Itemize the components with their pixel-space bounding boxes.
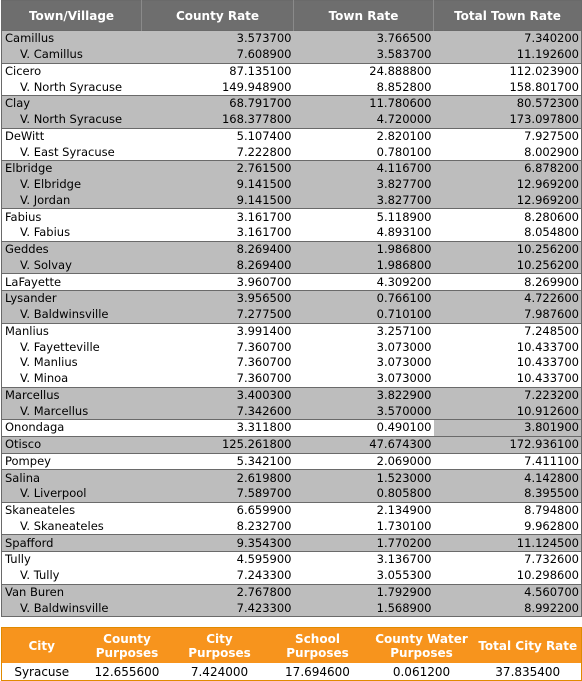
total-rate-cell: 6.878200 [434, 161, 582, 177]
name-cell: LaFayette [2, 274, 142, 291]
town-row [2, 161, 582, 177]
town-rate-cell: 2.069000 [294, 453, 434, 470]
town-group [2, 502, 582, 535]
name-cell: Otisco [2, 436, 142, 453]
total-rate-cell: 8.992200 [434, 600, 582, 616]
total-rate-cell: 11.192600 [434, 47, 582, 63]
county-rate-cell: 6.659900 [142, 502, 294, 518]
total-rate-cell: 7.340200 [434, 31, 582, 47]
name-cell: Spafford [2, 535, 142, 552]
name-cell: Marcellus [2, 387, 142, 403]
name-cell: V. Baldwinsville [2, 307, 142, 323]
county-rate-cell: 8.269400 [142, 241, 294, 257]
name-cell: Van Buren [2, 584, 142, 600]
town-group [2, 291, 582, 324]
county-rate-cell: 7.277500 [142, 307, 294, 323]
town-rate-cell: 0.490100 [294, 420, 434, 437]
county-rate-cell: 3.991400 [142, 323, 294, 339]
town-row [2, 291, 582, 307]
town-row [2, 420, 582, 437]
city-county-water-cell: 0.061200 [369, 663, 475, 681]
town-rate-cell: 4.309200 [294, 274, 434, 291]
total-rate-cell: 11.124500 [434, 535, 582, 552]
village-row [2, 112, 582, 128]
town-group [2, 63, 582, 96]
total-rate-cell: 7.927500 [434, 128, 582, 144]
village-row [2, 193, 582, 209]
town-group [2, 436, 582, 453]
village-row [2, 144, 582, 160]
name-cell: V. North Syracuse [2, 79, 142, 95]
name-cell: V. Liverpool [2, 486, 142, 502]
total-rate-cell: 8.002900 [434, 144, 582, 160]
total-rate-cell: 8.269900 [434, 274, 582, 291]
total-rate-cell: 158.801700 [434, 79, 582, 95]
total-rate-cell: 10.256200 [434, 258, 582, 274]
town-rate-cell: 1.770200 [294, 535, 434, 552]
total-rate-cell: 4.142800 [434, 470, 582, 486]
town-row [2, 63, 582, 79]
city-school-purposes-cell: 17.694600 [267, 663, 369, 681]
name-cell: V. Fabius [2, 225, 142, 241]
city-county-purposes-cell: 12.655600 [82, 663, 173, 681]
town-rate-cell: 1.986800 [294, 258, 434, 274]
name-cell: Cicero [2, 63, 142, 79]
city-total-rate-cell: 37.835400 [475, 663, 582, 681]
county-rate-cell: 3.573700 [142, 31, 294, 47]
town-row [2, 209, 582, 225]
name-cell: V. Solvay [2, 258, 142, 274]
name-cell: V. Tully [2, 568, 142, 584]
name-cell: Manlius [2, 323, 142, 339]
county-rate-cell: 8.232700 [142, 519, 294, 535]
town-group [2, 161, 582, 209]
town-row [2, 584, 582, 600]
town-group [2, 584, 582, 617]
header-town-rate: Town Rate [294, 1, 434, 31]
village-row [2, 568, 582, 584]
county-rate-cell: 8.269400 [142, 258, 294, 274]
town-rate-cell: 3.822900 [294, 387, 434, 403]
village-row [2, 307, 582, 323]
town-rate-cell: 4.893100 [294, 225, 434, 241]
name-cell: Salina [2, 470, 142, 486]
name-cell: V. East Syracuse [2, 144, 142, 160]
total-rate-cell: 4.560700 [434, 584, 582, 600]
town-rate-cell: 3.583700 [294, 47, 434, 63]
name-cell: Lysander [2, 291, 142, 307]
village-row [2, 371, 582, 387]
total-rate-cell: 172.936100 [434, 436, 582, 453]
header-town-village: Town/Village [2, 1, 142, 31]
header-city-purposes: City Purposes [173, 628, 267, 664]
village-row [2, 339, 582, 355]
tax-rate-document [1, 0, 581, 681]
town-group [2, 535, 582, 552]
total-rate-cell: 8.054800 [434, 225, 582, 241]
county-rate-cell: 2.619800 [142, 470, 294, 486]
header-county-purposes: County Purposes [82, 628, 173, 664]
town-rates-table [1, 0, 582, 617]
town-group [2, 274, 582, 291]
village-row [2, 225, 582, 241]
town-row [2, 436, 582, 453]
county-rate-cell: 3.311800 [142, 420, 294, 437]
name-cell: V. Baldwinsville [2, 600, 142, 616]
town-rate-cell: 4.720000 [294, 112, 434, 128]
name-cell: Onondaga [2, 420, 142, 437]
name-cell: V. Manlius [2, 355, 142, 371]
town-rates-header-row [2, 1, 582, 31]
total-rate-cell: 9.962800 [434, 519, 582, 535]
header-county-water-purposes: County Water Purposes [369, 628, 475, 664]
village-row [2, 177, 582, 193]
name-cell: V. Minoa [2, 371, 142, 387]
county-rate-cell: 5.342100 [142, 453, 294, 470]
county-rate-cell: 7.360700 [142, 371, 294, 387]
town-row [2, 323, 582, 339]
village-row [2, 519, 582, 535]
header-city: City [2, 628, 82, 664]
town-group [2, 420, 582, 437]
city-city-purposes-cell: 7.424000 [173, 663, 267, 681]
village-row [2, 355, 582, 371]
town-rate-cell: 0.780100 [294, 144, 434, 160]
name-cell: V. Fayetteville [2, 339, 142, 355]
county-rate-cell: 9.354300 [142, 535, 294, 552]
town-rate-cell: 4.116700 [294, 161, 434, 177]
town-row [2, 502, 582, 518]
town-group [2, 453, 582, 470]
total-rate-cell: 10.433700 [434, 339, 582, 355]
city-name-cell: Syracuse [2, 663, 82, 681]
name-cell: Camillus [2, 31, 142, 47]
town-rate-cell: 3.257100 [294, 323, 434, 339]
town-group [2, 552, 582, 585]
town-group [2, 209, 582, 242]
county-rate-cell: 7.243300 [142, 568, 294, 584]
county-rate-cell: 7.360700 [142, 355, 294, 371]
town-rate-cell: 3.073000 [294, 355, 434, 371]
village-row [2, 79, 582, 95]
town-group [2, 128, 582, 161]
county-rate-cell: 7.222800 [142, 144, 294, 160]
county-rate-cell: 168.377800 [142, 112, 294, 128]
total-rate-cell: 10.433700 [434, 355, 582, 371]
county-rate-cell: 3.960700 [142, 274, 294, 291]
county-rate-cell: 7.423300 [142, 600, 294, 616]
header-county-rate: County Rate [142, 1, 294, 31]
name-cell: V. Elbridge [2, 177, 142, 193]
town-rate-cell: 1.568900 [294, 600, 434, 616]
village-row [2, 403, 582, 419]
county-rate-cell: 5.107400 [142, 128, 294, 144]
county-rate-cell: 9.141500 [142, 177, 294, 193]
total-rate-cell: 10.298600 [434, 568, 582, 584]
city-header-row [2, 628, 582, 664]
county-rate-cell: 87.135100 [142, 63, 294, 79]
county-rate-cell: 3.956500 [142, 291, 294, 307]
total-rate-cell: 10.256200 [434, 241, 582, 257]
town-group [2, 387, 582, 420]
town-row [2, 241, 582, 257]
county-rate-cell: 2.761500 [142, 161, 294, 177]
town-rate-cell: 3.136700 [294, 552, 434, 568]
total-rate-cell: 10.433700 [434, 371, 582, 387]
town-row [2, 535, 582, 552]
total-rate-cell: 173.097800 [434, 112, 582, 128]
town-rate-cell: 0.805800 [294, 486, 434, 502]
name-cell: Geddes [2, 241, 142, 257]
header-total-city-rate: Total City Rate [475, 628, 582, 664]
town-rate-cell: 2.134900 [294, 502, 434, 518]
header-total-town-rate: Total Town Rate [434, 1, 582, 31]
town-rate-cell: 0.766100 [294, 291, 434, 307]
town-rate-cell: 3.570000 [294, 403, 434, 419]
town-rate-cell: 11.780600 [294, 96, 434, 112]
town-rate-cell: 3.827700 [294, 193, 434, 209]
town-row [2, 31, 582, 47]
village-row [2, 258, 582, 274]
county-rate-cell: 2.767800 [142, 584, 294, 600]
county-rate-cell: 7.608900 [142, 47, 294, 63]
county-rate-cell: 7.342600 [142, 403, 294, 419]
town-row [2, 453, 582, 470]
county-rate-cell: 3.400300 [142, 387, 294, 403]
town-rate-cell: 3.073000 [294, 339, 434, 355]
name-cell: Tully [2, 552, 142, 568]
town-rate-cell: 24.888800 [294, 63, 434, 79]
name-cell: Clay [2, 96, 142, 112]
town-rate-cell: 1.730100 [294, 519, 434, 535]
header-school-purposes: School Purposes [267, 628, 369, 664]
name-cell: Fabius [2, 209, 142, 225]
total-rate-cell: 8.395500 [434, 486, 582, 502]
county-rate-cell: 4.595900 [142, 552, 294, 568]
town-row [2, 470, 582, 486]
total-rate-cell: 7.987600 [434, 307, 582, 323]
town-group [2, 470, 582, 503]
city-row-syracuse [2, 663, 582, 681]
town-rate-cell: 3.827700 [294, 177, 434, 193]
total-rate-cell: 7.411100 [434, 453, 582, 470]
total-rate-cell: 12.969200 [434, 177, 582, 193]
name-cell: V. Jordan [2, 193, 142, 209]
name-cell: V. Skaneateles [2, 519, 142, 535]
village-row [2, 600, 582, 616]
town-group [2, 323, 582, 387]
town-rate-cell: 2.820100 [294, 128, 434, 144]
total-rate-cell: 10.912600 [434, 403, 582, 419]
total-rate-cell: 112.023900 [434, 63, 582, 79]
county-rate-cell: 3.161700 [142, 225, 294, 241]
town-row [2, 274, 582, 291]
name-cell: DeWitt [2, 128, 142, 144]
name-cell: Elbridge [2, 161, 142, 177]
total-rate-cell: 3.801900 [434, 420, 582, 437]
total-rate-cell: 7.248500 [434, 323, 582, 339]
town-row [2, 552, 582, 568]
total-rate-cell: 80.572300 [434, 96, 582, 112]
city-rates-table [1, 627, 582, 681]
total-rate-cell: 8.280600 [434, 209, 582, 225]
town-row [2, 128, 582, 144]
town-rate-cell: 1.986800 [294, 241, 434, 257]
town-rate-cell: 5.118900 [294, 209, 434, 225]
town-group [2, 31, 582, 64]
town-row [2, 387, 582, 403]
village-row [2, 47, 582, 63]
town-rate-cell: 47.674300 [294, 436, 434, 453]
name-cell: V. Camillus [2, 47, 142, 63]
name-cell: Skaneateles [2, 502, 142, 518]
total-rate-cell: 7.223200 [434, 387, 582, 403]
town-rate-cell: 3.055300 [294, 568, 434, 584]
total-rate-cell: 4.722600 [434, 291, 582, 307]
total-rate-cell: 7.732600 [434, 552, 582, 568]
town-rate-cell: 8.852800 [294, 79, 434, 95]
town-row [2, 96, 582, 112]
town-rate-cell: 1.792900 [294, 584, 434, 600]
total-rate-cell: 8.794800 [434, 502, 582, 518]
county-rate-cell: 9.141500 [142, 193, 294, 209]
town-rate-cell: 3.073000 [294, 371, 434, 387]
county-rate-cell: 149.948900 [142, 79, 294, 95]
town-rate-cell: 3.766500 [294, 31, 434, 47]
town-group [2, 96, 582, 129]
village-row [2, 486, 582, 502]
name-cell: V. Marcellus [2, 403, 142, 419]
county-rate-cell: 125.261800 [142, 436, 294, 453]
county-rate-cell: 7.360700 [142, 339, 294, 355]
name-cell: Pompey [2, 453, 142, 470]
town-rate-cell: 0.710100 [294, 307, 434, 323]
town-rate-cell: 1.523000 [294, 470, 434, 486]
total-rate-cell: 12.969200 [434, 193, 582, 209]
county-rate-cell: 7.589700 [142, 486, 294, 502]
name-cell: V. North Syracuse [2, 112, 142, 128]
town-group [2, 241, 582, 274]
county-rate-cell: 68.791700 [142, 96, 294, 112]
county-rate-cell: 3.161700 [142, 209, 294, 225]
